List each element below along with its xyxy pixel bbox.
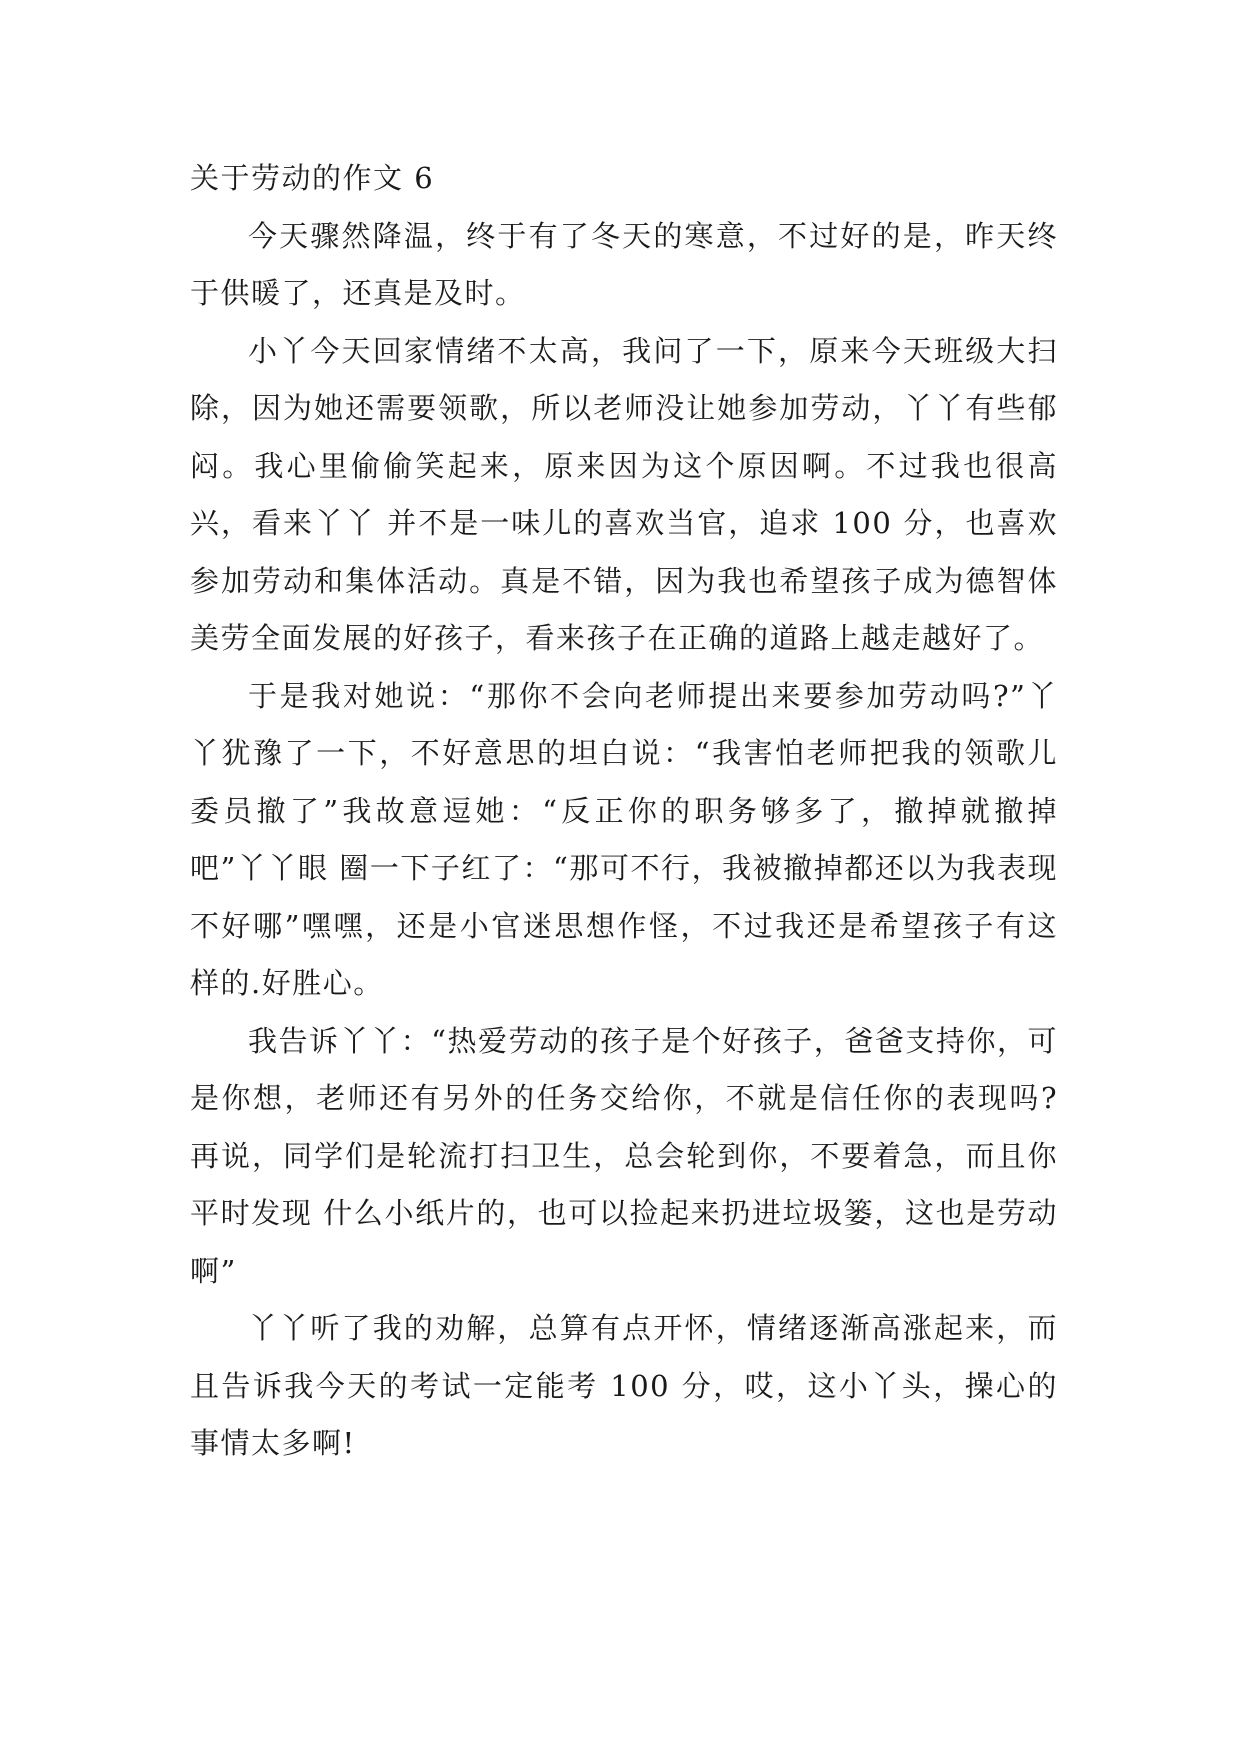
- paragraph-1: 今天骤然降温，终于有了冬天的寒意，不过好的是，昨天终于供暖了，还真是及时。: [190, 218, 1058, 310]
- paragraph-5: 丫丫听了我的劝解，总算有点开怀，情绪逐渐高涨起来，而且告诉我今天的考试一定能考 100 分，哎，这小丫头，操心的事情太多啊!: [190, 1311, 1058, 1460]
- document-title: 关于劳动的作文 6: [190, 161, 435, 195]
- paragraph-3: 于是我对她说：“那你不会向老师提出来要参加劳动吗?”丫丫犹豫了一下，不好意思的坦白说：“我害怕老师把我的领歌儿委员撤了”我故意逗她：“反正你的职务够多了，撤掉就撤掉吧”丫丫眼 圈一下子红了：“那可不行，我被撤掉都还以为我表现不好哪”嘿嘿，还是小官迷思想作怪，不过我还是希望孩子有这样的.好胜心。: [190, 678, 1058, 1000]
- paragraph-2: 小丫今天回家情绪不太高，我问了一下，原来今天班级大扫除，因为她还需要领歌，所以老师没让她参加劳动，丫丫有些郁闷。我心里偷偷笑起来，原来因为这个原因啊。不过我也很高兴，看来丫丫 并不是一味儿的喜欢当官，追求 100 分，也喜欢参加劳动和集体活动。真是不错，因为我也希望孩子成为德智体美劳全面发展的好孩子，看来孩子在正确的道路上越走越好了。: [190, 333, 1058, 655]
- paragraph-4: 我告诉丫丫：“热爱劳动的孩子是个好孩子，爸爸支持你，可是你想，老师还有另外的任务交给你，不就是信任你的表现吗?再说，同学们是轮流打扫卫生，总会轮到你，不要着急，而且你平时发现 什么小纸片的，也可以捡起来扔进垃圾篓，这也是劳动啊”: [190, 1023, 1058, 1288]
- document-body: [190, 150, 1058, 1473]
